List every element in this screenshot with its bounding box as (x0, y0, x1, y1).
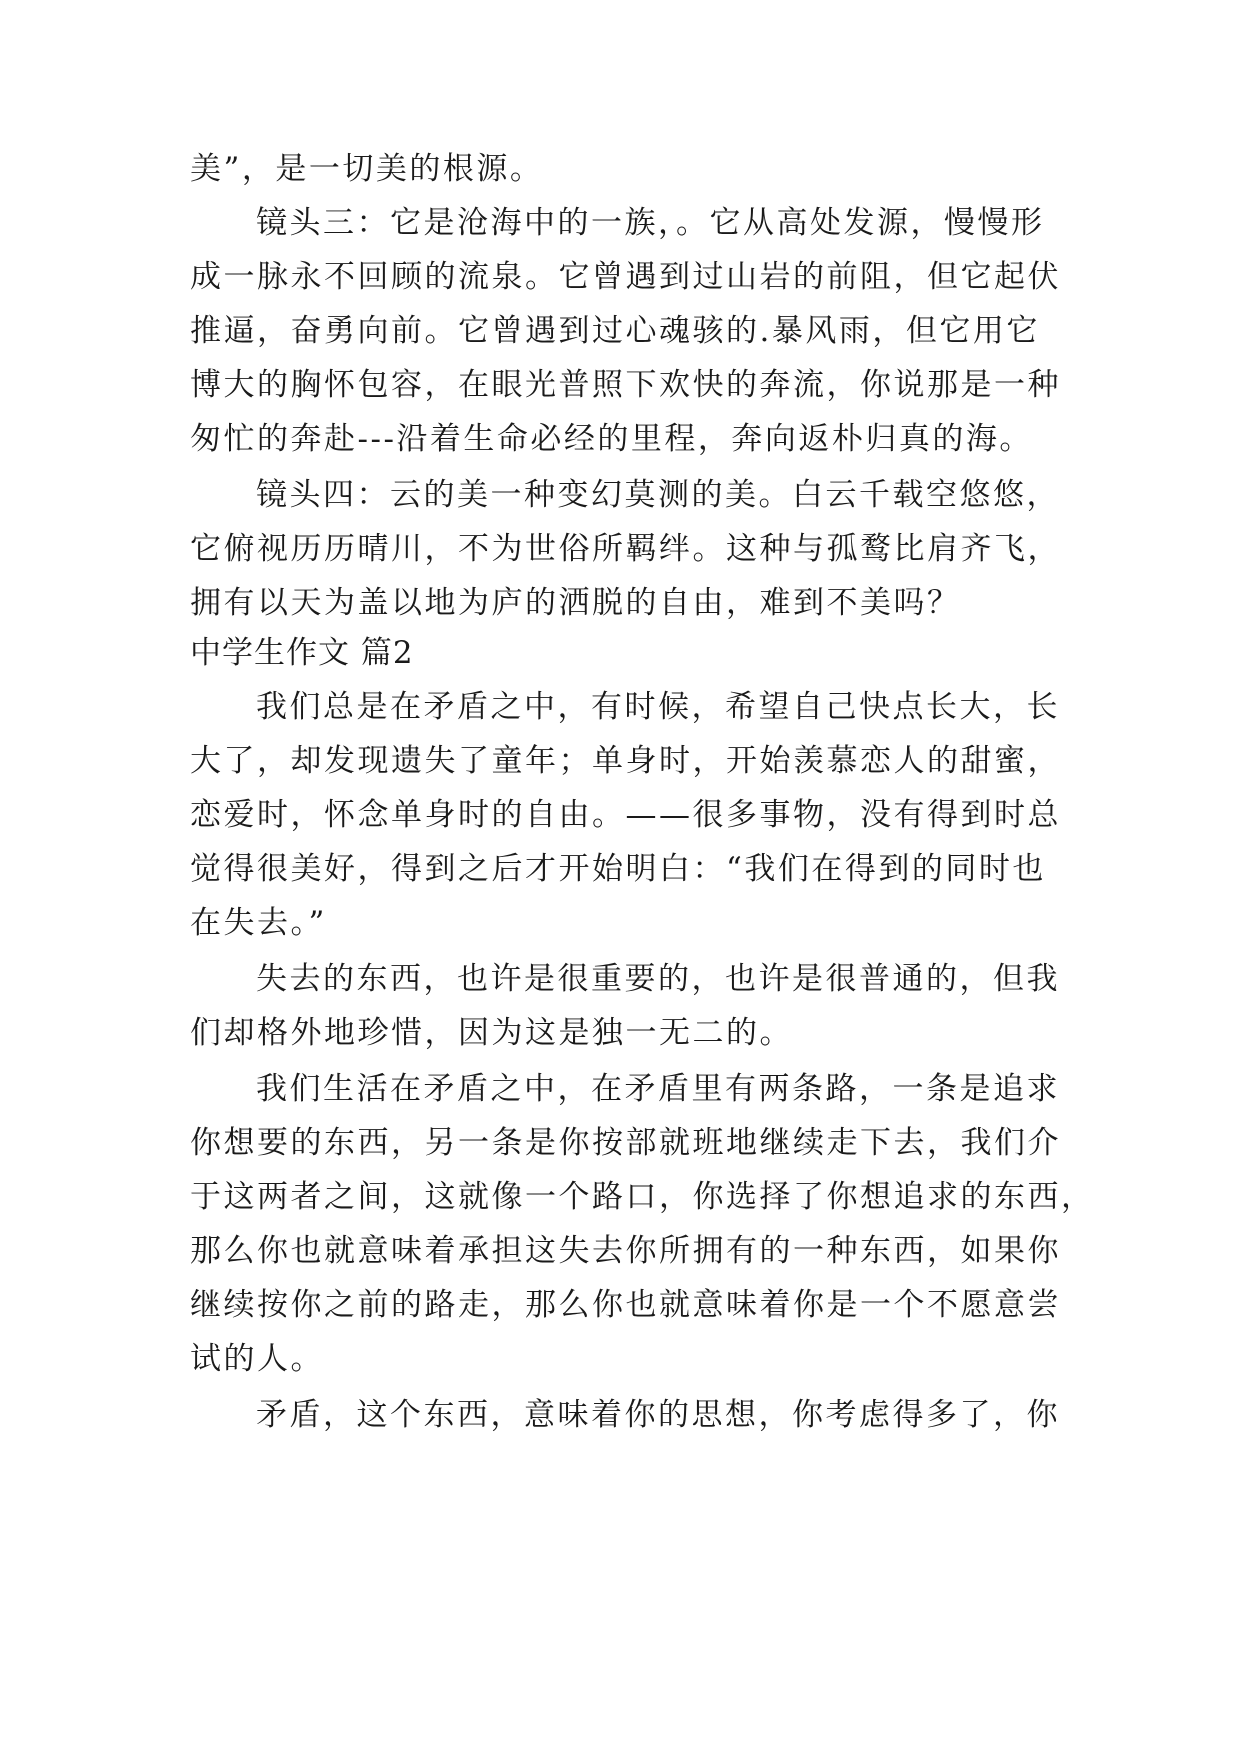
text-line: 试的人。 (190, 1341, 324, 1377)
text-line: 那么你也就意味着承担这失去你所拥有的一种东西，如果你 (190, 1233, 1061, 1269)
text-line: 大了，却发现遗失了童年；单身时，开始羡慕恋人的甜蜜， (190, 743, 1061, 779)
text-line: 我们总是在矛盾之中，有时候，希望自己快点长大，长 (256, 689, 1060, 725)
text-line: 们却格外地珍惜，因为这是独一无二的。 (190, 1015, 793, 1051)
text-line: 于这两者之间，这就像一个路口，你选择了你想追求的东西， (190, 1179, 1095, 1215)
text-line: 博大的胸怀包容，在眼光普照下欢快的奔流，你说那是一种 (190, 367, 1061, 403)
text-line: 匆忙的奔赴---沿着生命必经的里程，奔向返朴归真的海。 (190, 421, 1033, 457)
section-heading: 中学生作文 篇2 (190, 635, 414, 671)
text-line: 在失去。” (190, 905, 327, 941)
text-line: 它俯视历历晴川，不为世俗所羁绊。这种与孤鹜比肩齐飞， (190, 531, 1061, 567)
text-line: 继续按你之前的路走，那么你也就意味着你是一个不愿意尝 (190, 1287, 1061, 1323)
text-line: 我们生活在矛盾之中，在矛盾里有两条路，一条是追求 (256, 1071, 1060, 1107)
text-line: 成一脉永不回顾的流泉。它曾遇到过山岩的前阻，但它起伏 (190, 259, 1061, 295)
text-line: 你想要的东西，另一条是你按部就班地继续走下去，我们介 (190, 1125, 1061, 1161)
text-line: 失去的东西，也许是很重要的，也许是很普通的，但我 (256, 961, 1060, 997)
text-line: 恋爱时，怀念单身时的自由。——很多事物，没有得到时总 (190, 797, 1061, 833)
text-line: 觉得很美好，得到之后才开始明白：“我们在得到的同时也 (190, 851, 1046, 887)
text-line: 美”，是一切美的根源。 (190, 151, 544, 187)
text-line: 镜头四：云的美一种变幻莫测的美。白云千载空悠悠， (256, 477, 1060, 513)
text-line: 矛盾，这个东西，意味着你的思想，你考虑得多了，你 (256, 1397, 1060, 1433)
text-line: 镜头三：它是沧海中的一族，。它从高处发源，慢慢形 (256, 205, 1045, 241)
text-line: 拥有以天为盖以地为庐的洒脱的自由，难到不美吗？ (190, 585, 961, 621)
text-line: 推逼，奋勇向前。它曾遇到过心魂骇的.暴风雨，但它用它 (190, 313, 1040, 349)
